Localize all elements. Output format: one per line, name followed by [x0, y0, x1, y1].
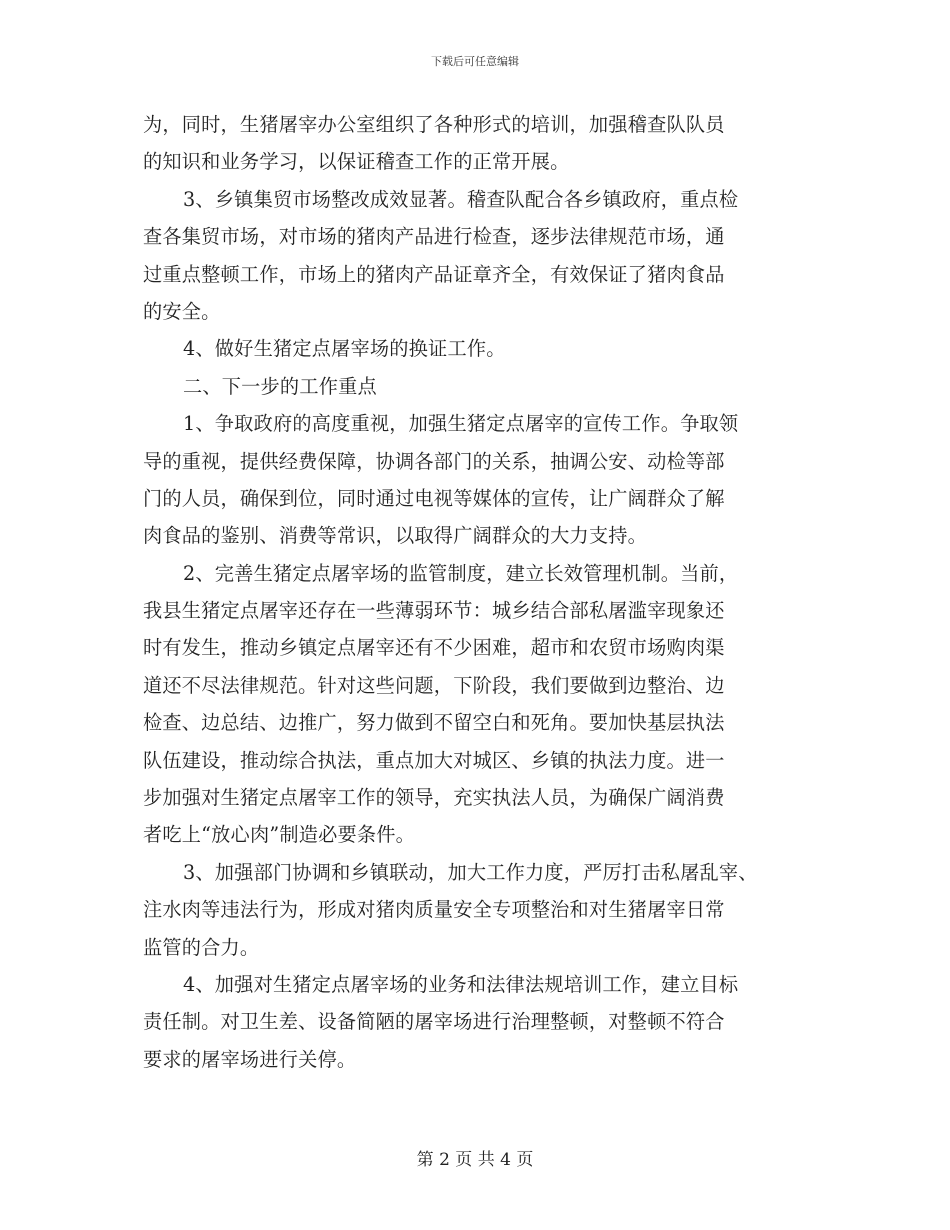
paragraph-start-line: 3、乡镇集贸市场整改成效显著。稽查队配合各乡镇政府，重点检 [183, 187, 739, 211]
paragraph-start-line: 1、争取政府的高度重视，加强生猪定点屠宰的宣传工作。争取领 [183, 412, 739, 436]
text-line: 门的人员，确保到位，同时通过电视等媒体的宣传，让广阔群众了解 [143, 486, 725, 510]
text-line: 我县生猪定点屠宰还存在一些薄弱环节：城乡结合部私屠滥宰现象还 [143, 599, 725, 623]
text-line: 要求的屠宰场进行关停。 [143, 1047, 357, 1071]
text-line: 查各集贸市场，对市场的猪肉产品进行检查，逐步法律规范市场，通 [143, 225, 725, 249]
text-line: 肉食品的鉴别、消费等常识，以取得广阔群众的大力支持。 [143, 524, 648, 548]
section-heading: 二、下一步的工作重点 [183, 374, 377, 398]
text-line: 步加强对生猪定点屠宰工作的领导，充实执法人员，为确保广阔消费 [143, 786, 725, 810]
paragraph-start-line: 4、加强对生猪定点屠宰场的业务和法律法规培训工作，建立目标 [183, 972, 739, 996]
text-line: 的知识和业务学习，以保证稽查工作的正常开展。 [143, 150, 570, 174]
text-line: 注水肉等违法行为，形成对猪肉质量安全专项整治和对生猪屠宰日常 [143, 898, 725, 922]
text-line: 者吃上“放心肉”制造必要条件。 [143, 823, 416, 847]
text-line: 为，同时，生猪屠宰办公室组织了各种形式的培训，加强稽查队队员 [143, 113, 725, 136]
text-line: 的安全。 [143, 299, 221, 323]
page-header: 下载后可任意编辑 [431, 55, 519, 68]
page-number-footer: 第 2 页 共 4 页 [416, 1150, 534, 1170]
paragraph-start-line: 2、完善生猪定点屠宰场的监管制度，建立长效管理机制。当前， [183, 561, 739, 585]
text-line: 责任制。对卫生差、设备简陋的屠宰场进行治理整顿，对整顿不符合 [143, 1010, 725, 1034]
text-line: 导的重视，提供经费保障，协调各部门的关系，抽调公安、动检等部 [143, 449, 725, 473]
text-line: 检查、边总结、边推广，努力做到不留空白和死角。要加快基层执法 [143, 711, 725, 735]
document-body [143, 106, 833, 1078]
text-line: 时有发生，推动乡镇定点屠宰还有不少困难，超市和农贸市场购肉渠 [143, 636, 725, 660]
text-line: 过重点整顿工作，市场上的猪肉产品证章齐全，有效保证了猪肉食品 [143, 262, 725, 286]
paragraph-start-line: 3、加强部门协调和乡镇联动，加大工作力度，严厉打击私屠乱宰、 [183, 860, 758, 884]
text-line: 监管的合力。 [143, 935, 260, 959]
text-line: 道还不尽法律规范。针对这些问题，下阶段，我们要做到边整治、边 [143, 673, 725, 697]
paragraph-start-line: 4、做好生猪定点屠宰场的换证工作。 [183, 337, 506, 361]
text-line: 队伍建设，推动综合执法，重点加大对城区、乡镇的执法力度。进一 [143, 748, 725, 772]
